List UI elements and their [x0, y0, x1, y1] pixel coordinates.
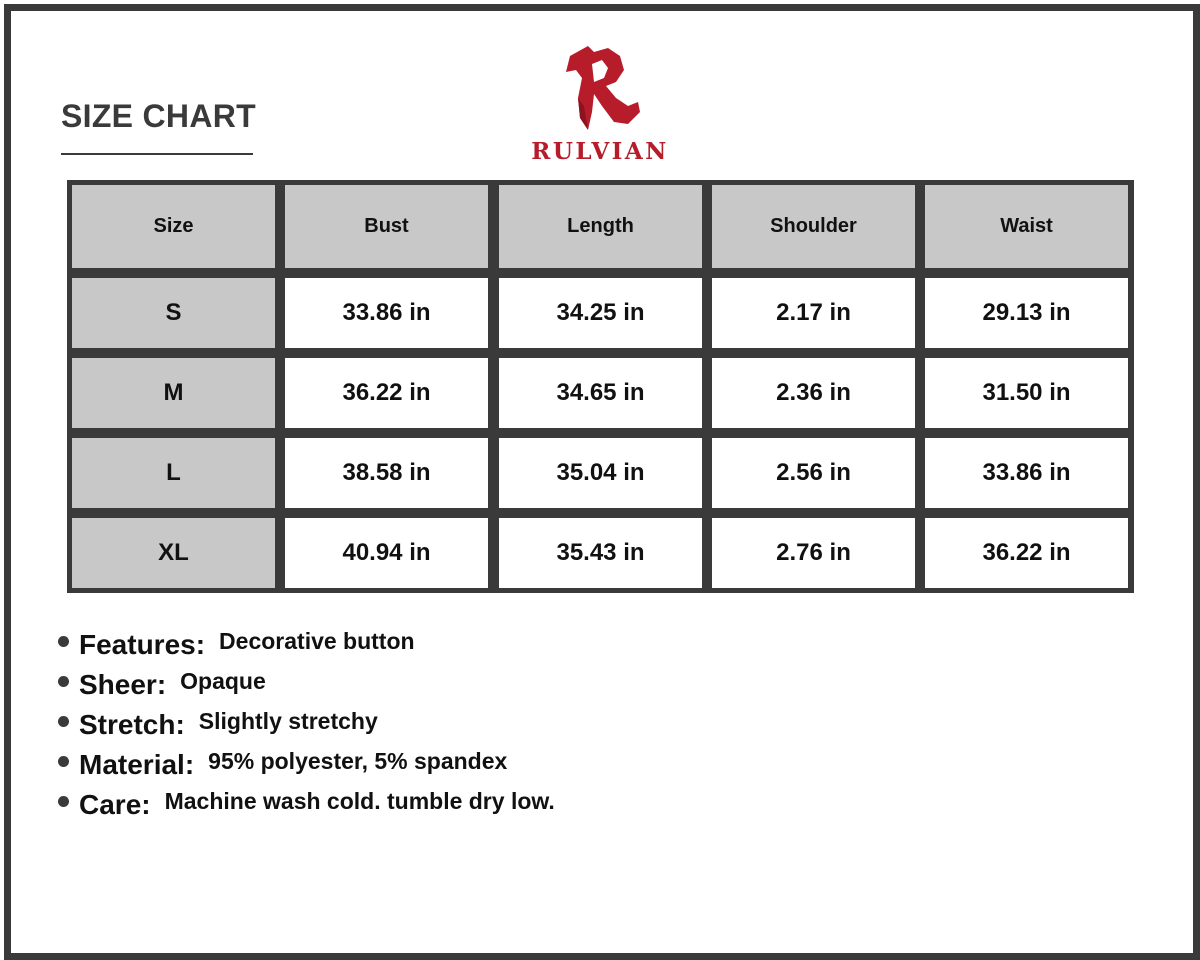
feature-value: Decorative button [219, 627, 415, 654]
column-header: Shoulder [712, 185, 915, 268]
feature-label: Features: [79, 629, 206, 660]
column-header: Bust [285, 185, 488, 268]
brand-logo [520, 42, 680, 166]
page-title: SIZE CHART [61, 98, 256, 134]
bullet-icon [58, 636, 69, 647]
size-chart-table [67, 180, 1134, 593]
r-monogram-icon [558, 42, 642, 134]
column-header: Length [499, 185, 702, 268]
table-cell: 2.76 in [712, 518, 915, 588]
column-header: Size [72, 185, 275, 268]
list-item [58, 622, 555, 662]
size-label: M [72, 358, 275, 428]
feature-label: Sheer: [79, 669, 167, 700]
bullet-icon [58, 716, 69, 727]
table-cell: 31.50 in [925, 358, 1128, 428]
feature-value: Opaque [180, 667, 266, 694]
feature-list [58, 622, 555, 822]
table-cell: 35.43 in [499, 518, 702, 588]
size-label: L [72, 438, 275, 508]
table-cell: 2.17 in [712, 278, 915, 348]
list-item [58, 702, 555, 742]
table-cell: 2.36 in [712, 358, 915, 428]
feature-label: Care: [79, 789, 151, 820]
brand-name: RULVIAN [531, 138, 669, 165]
title-underline [61, 153, 253, 155]
table-cell: 29.13 in [925, 278, 1128, 348]
list-item [58, 662, 555, 702]
table-cell: 34.25 in [499, 278, 702, 348]
table-cell: 34.65 in [499, 358, 702, 428]
feature-value: Slightly stretchy [198, 707, 378, 734]
list-item [58, 742, 555, 782]
table-cell: 36.22 in [285, 358, 488, 428]
table-cell: 38.58 in [285, 438, 488, 508]
size-label: XL [72, 518, 275, 588]
table-cell: 36.22 in [925, 518, 1128, 588]
table-cell: 33.86 in [285, 278, 488, 348]
table-cell: 40.94 in [285, 518, 488, 588]
table-cell: 33.86 in [925, 438, 1128, 508]
size-label: S [72, 278, 275, 348]
column-header: Waist [925, 185, 1128, 268]
table-cell: 2.56 in [712, 438, 915, 508]
feature-label: Material: [79, 749, 195, 780]
bullet-icon [58, 756, 69, 767]
table-cell: 35.04 in [499, 438, 702, 508]
bullet-icon [58, 676, 69, 687]
list-item [58, 782, 555, 822]
feature-label: Stretch: [79, 709, 185, 740]
feature-value: Machine wash cold. tumble dry low. [164, 787, 555, 814]
bullet-icon [58, 796, 69, 807]
feature-value: 95% polyester, 5% spandex [208, 747, 508, 774]
